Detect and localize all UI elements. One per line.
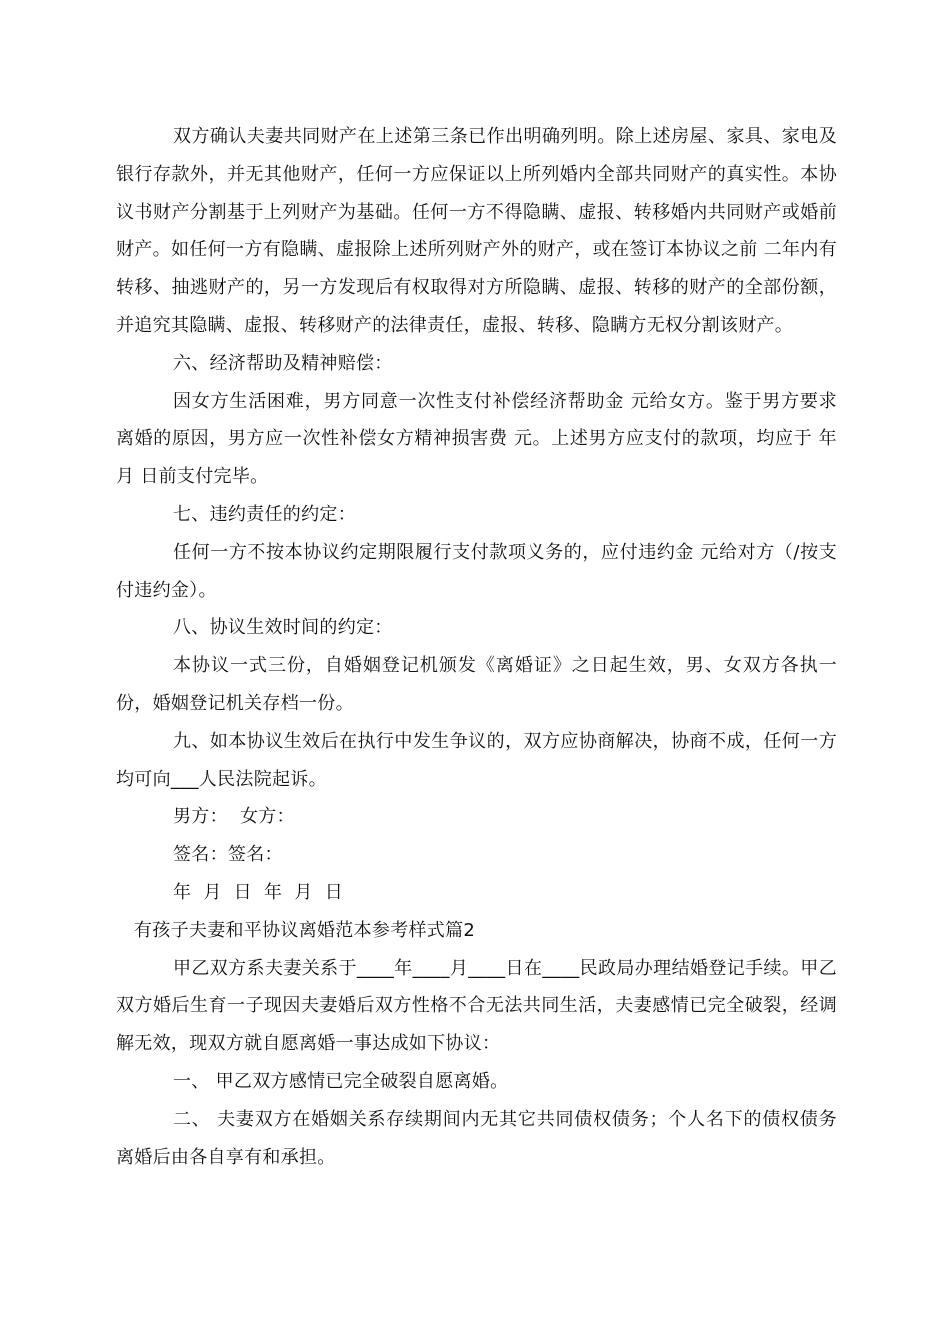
signature-parties: 男方： 女方： <box>173 806 295 828</box>
document-body <box>116 118 837 1176</box>
paragraph-property-declaration: 双方确认夫妻共同财产在上述第三条已作出明确列明。除上述房屋、家具、家电及银行存款外，并无其他财产，任何一方应保证以上所列婚内全部共同财产的真实性。本协议书财产分割基于上列财产为基础。任何一方不得隐瞒、虚报、转移婚内共同财产或婚前财产。如任何一方有隐瞒、虚报除上述所列财产外的财产，或在签订本协议之前 二年内有转移、抽逃财产的，另一方发现后有权取得对方所隐瞒、虚报、转移的财产的全部份额，并追究其隐瞒、虚报、转移财产的法律责任，虚报、转移、隐瞒方无权分割该财产。 <box>116 126 837 336</box>
heading-effective-time: 八、协议生效时间的约定： <box>173 617 393 639</box>
paragraph-marriage-registration: 甲乙双方系夫妻关系于____年____月____日在____民政局办理结婚登记手续。甲乙双方婚后生育一子现因夫妻婚后双方性格不合无法共同生活，夫妻感情已完全破裂，经调解无效，现双方就自愿离婚一事达成如下协议： <box>116 957 837 1055</box>
paragraph-clause-2: 二、 夫妻双方在婚姻关系存续期间内无其它共同债权债务；个人名下的债权债务离婚后由各自享有和承担。 <box>116 1108 837 1168</box>
paragraph-economic-help: 因女方生活困难，男方同意一次性支付补偿经济帮助金 元给女方。鉴于男方要求离婚的原因，男方应一次性补偿女方精神损害费 元。上述男方应支付的款项，均应于 年 月 日前支付完毕。 <box>116 390 837 488</box>
heading-breach: 七、违约责任的约定： <box>173 503 356 525</box>
section-2-title: 有孩子夫妻和平协议离婚范本参考样式篇2 <box>134 919 476 941</box>
paragraph-effective-time: 本协议一式三份，自婚姻登记机颁发《离婚证》之日起生效，男、女双方各执一份，婚姻登记机关存档一份。 <box>116 655 837 714</box>
signature-sign: 签名：签名： <box>173 844 283 866</box>
signature-date: 年 月 日 年 月 日 <box>173 881 344 903</box>
paragraph-breach: 任何一方不按本协议约定期限履行支付款项义务的，应付违约金 元给对方（/按支付违约金）。 <box>116 541 837 601</box>
heading-economic-help: 六、经济帮助及精神赔偿： <box>173 352 393 374</box>
paragraph-dispute: 九、如本协议生效后在执行中发生争议的，双方应协商解决，协商不成，任何一方均可向___人民法院起诉。 <box>116 730 837 790</box>
paragraph-clause-1: 一、 甲乙双方感情已完全破裂自愿离婚。 <box>173 1070 509 1092</box>
